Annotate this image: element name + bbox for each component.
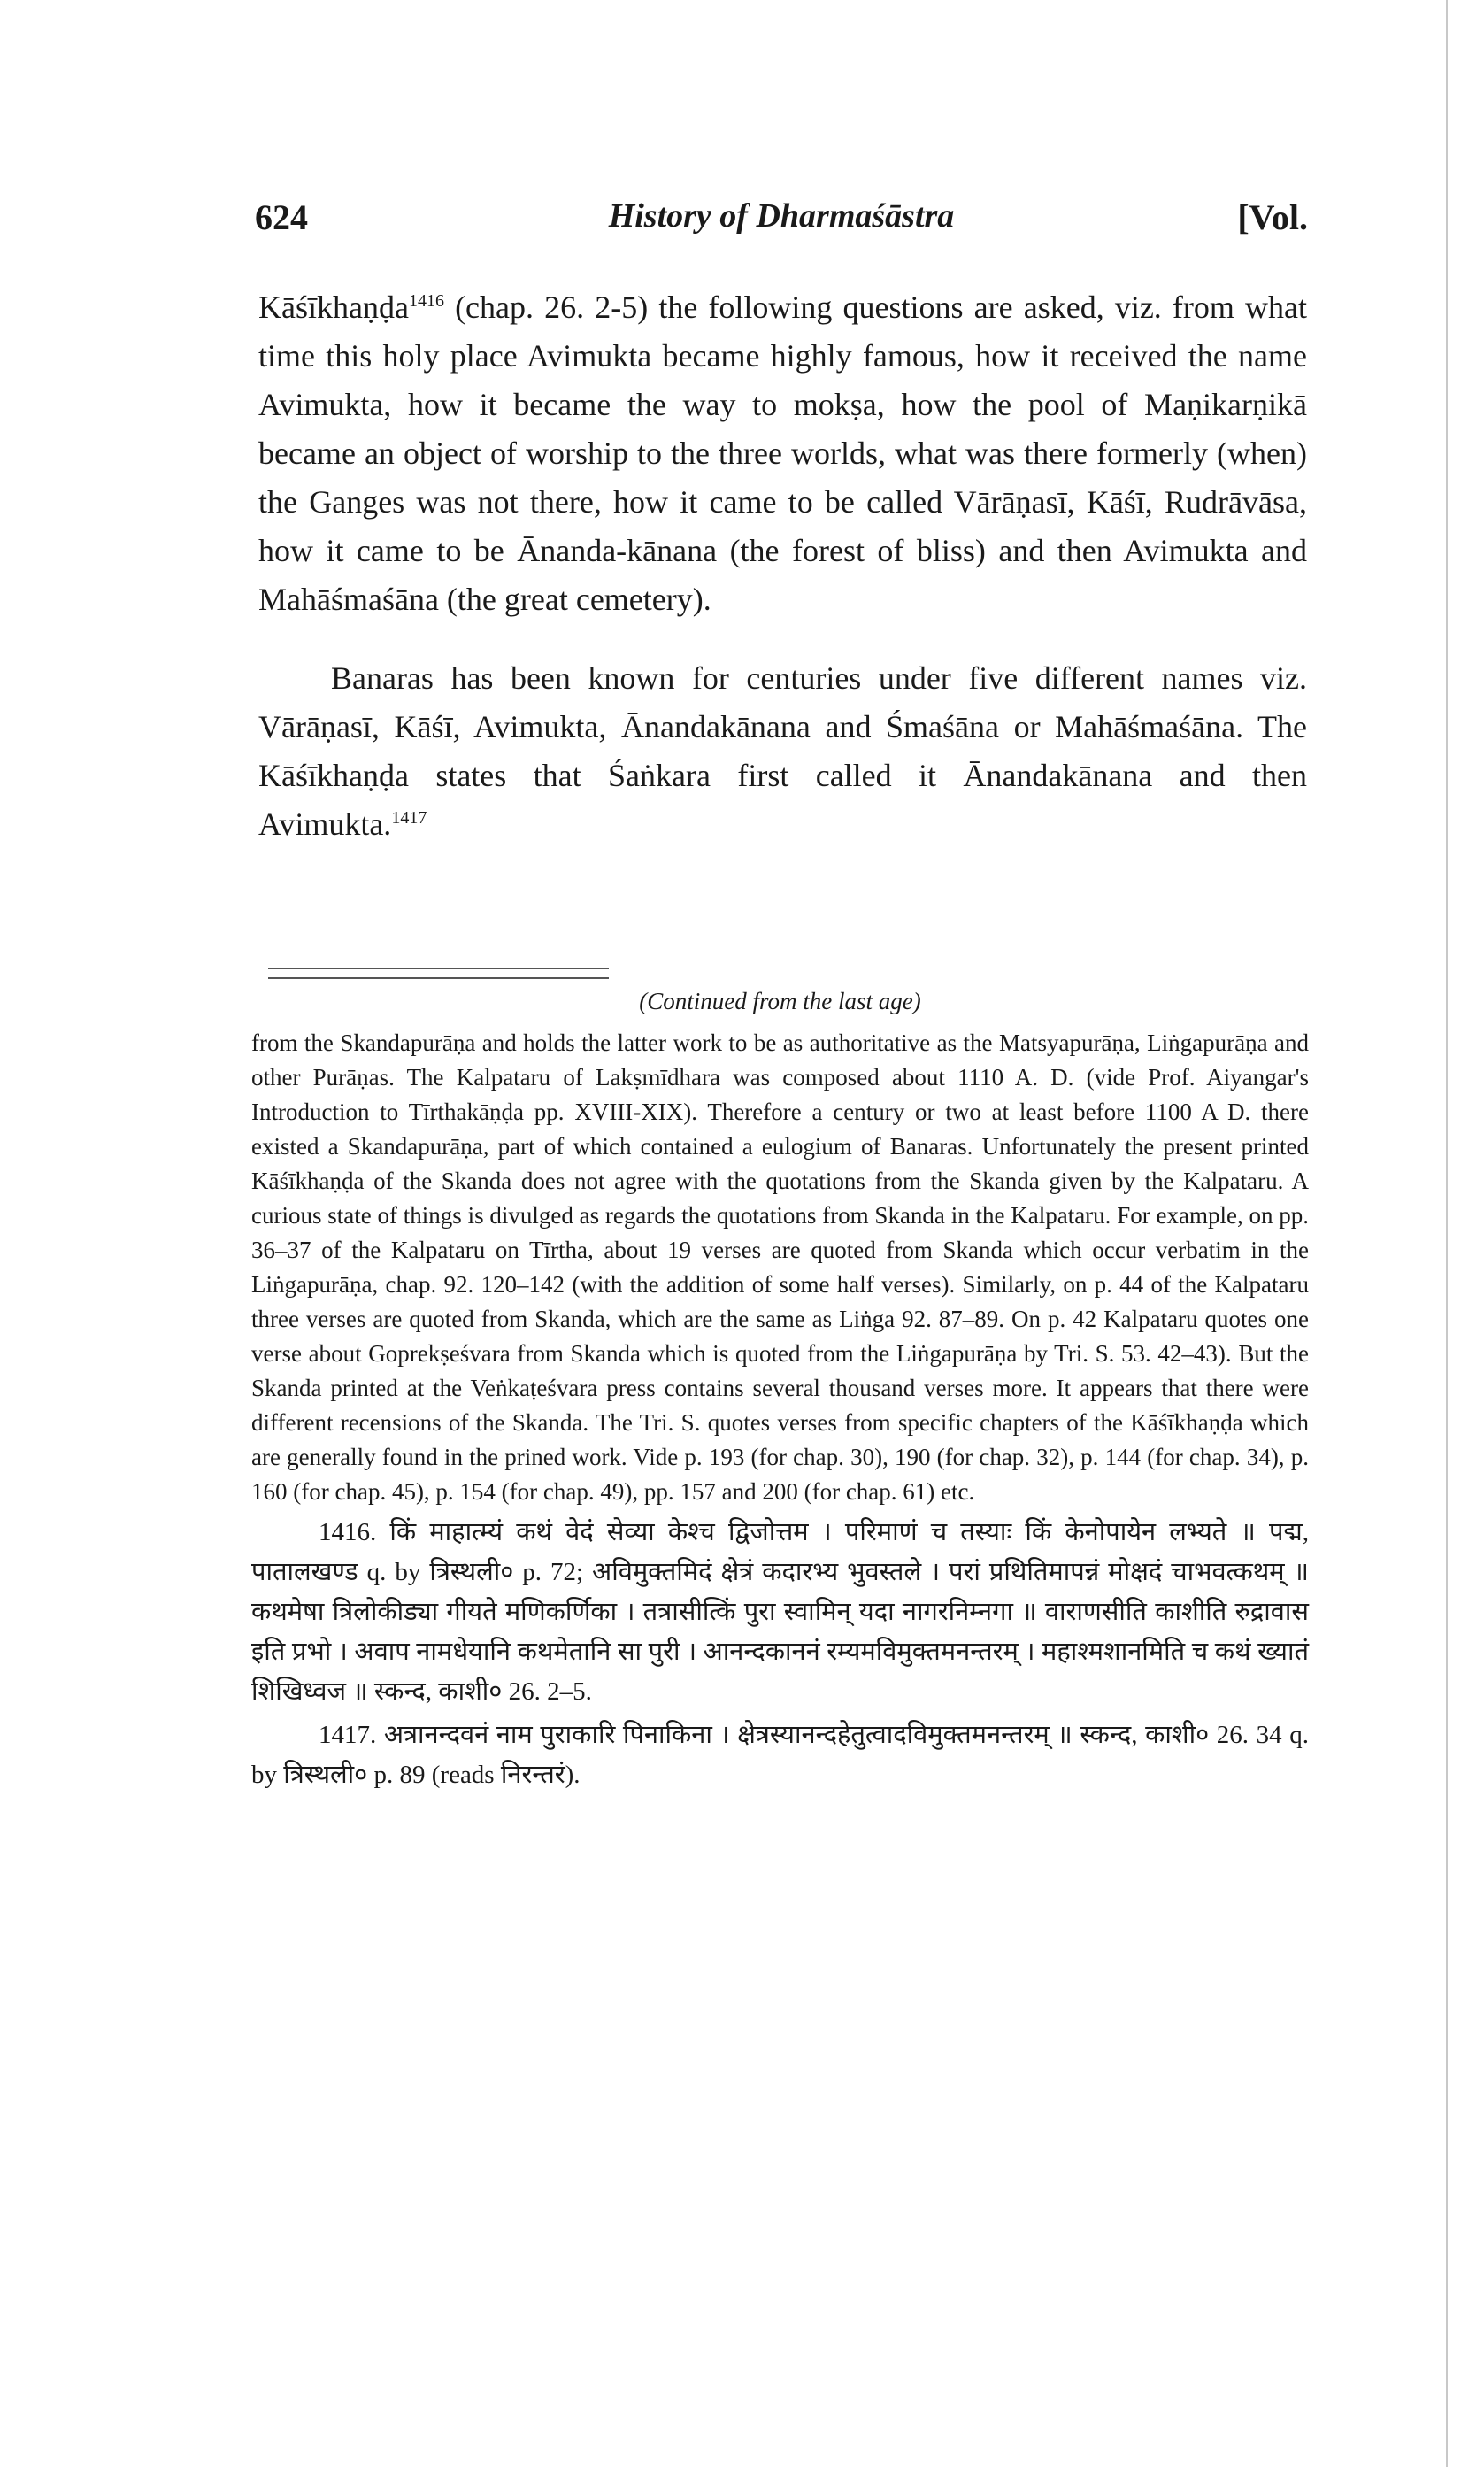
paragraph-text: Banaras has been known for centuries under five different names viz. Vārāṇasī, Kāśī, Avimukta, Ānandakānana and Śmaśāna or Mahāśmaśāna. The Kāśīkhaṇḍa states that Śaṅkara first called it Ānandakānana and then Avimukta. — [258, 660, 1307, 842]
running-title: History of Dharmaśāstra — [608, 197, 955, 235]
paragraph-text: (chap. 26. 2-5) the following questions are asked, viz. from what time this holy place Avimukta became highly famous, how it received the name Avimukta, how it became the way to mokṣa, how the pool of Maṇikarṇikā became an object of worship to the three worlds, what was there formerly (when) the Ganges was not there, how it came to be called Vārāṇasī, Kāśī, Rudrāvāsa, how it came to be Ānanda-kānana (the forest of bliss) and then Avimukta and Mahāśmaśāna (the great cemetery). — [258, 289, 1307, 617]
footnote-continued-text: from the Skandapurāṇa and holds the latter work to be as authoritative as the Matsyapurāṇa, Liṅgapurāṇa and other Purāṇas. The Kalpataru of Lakṣmīdhara was composed about 1110 A. D. (vide Prof. Aiyangar's Introduction to Tīrthakāṇḍa pp. XVIII-XIX). Therefore a century or two at least before 1100 A D. there existed a Skandapurāṇa, part of which contained a eulogium of Banaras. Unfortunately the present printed Kāśīkhaṇḍa of the Skanda does not agree with the quotations from the Skanda given by the Kalpataru. A curious state of things is divulged as regards the quotations from Skanda in the Kalpataru. For example, on pp. 36–37 of the Kalpataru on Tīrtha, about 19 verses are quoted from Skanda which occur verbatim in the Liṅgapurāṇa, chap. 92. 120–142 (with the addition of some half verses). Similarly, on p. 44 of the Kalpataru three verses are quoted from Skanda, which are the same as Liṅga 92. 87–89. On p. 42 Kalpataru quotes one verse about Goprekṣeśvara from Skanda which is quoted from the Liṅgapurāṇa by Tri. S. 53. 42–43). But the Skanda printed at the Veṅkaṭeśvara press contains several thousand verses more. It appears that there were different recensions of the Skanda. The Tri. S. quotes verses from specific chapters of the Kāśīkhaṇḍa which are generally found in the prined work. Vide p. 193 (for chap. 30), 190 (for chap. 32), p. 144 (for chap. 34), p. 160 (for chap. 45), p. 154 (for chap. 49), pp. 157 and 200 (for chap. 61) etc. — [251, 1029, 1309, 1505]
running-header — [255, 197, 1308, 250]
volume-label: [Vol. — [1237, 197, 1308, 237]
footnotes — [251, 984, 1309, 1795]
paragraph-kasikhanda-questions — [258, 283, 1307, 624]
footnote-1416: 1416. किं माहात्म्यं कथं वेदं सेव्या केश्च द्विजोत्तम । परिमाणं च तस्याः किं केनोपायेन लभ्यते ॥ पद्म, पातालखण्ड q. by त्रिस्थली० p. 72; अविमुक्तमिदं क्षेत्रं कदारभ्य भुवस्तले । परां प्रथितिमापन्नं मोक्षदं चाभवत्कथम् ॥ कथमेषा त्रिलोकीड्या गीयते मणिकर्णिका । तत्रासीत्किं पुरा स्वामिन् यदा नागरनिम्नगा ॥ वाराणसीति काशीति रुद्रावास इति प्रभो । अवाप नामधेयानि कथमेतानि सा पुरी । आनन्दकाननं रम्यमविमुक्तमनन्तरम् । महाश्मशानमिति च कथं ख्यातं शिखिध्वज ॥ स्कन्द, काशी० 26. 2–5. — [251, 1518, 1309, 1706]
paragraph-five-names — [258, 654, 1307, 849]
footnote-marker-1416: 1416 — [408, 291, 444, 311]
lead-term: Kāśīkhaṇḍa — [258, 289, 409, 325]
page-number: 624 — [255, 197, 308, 237]
scan-edge-line — [1446, 0, 1448, 2467]
footnote-marker-1417: 1417 — [391, 808, 427, 828]
footnote-separator — [268, 968, 609, 979]
footnote-1417: 1417. अत्रानन्दवनं नाम पुराकारि पिनाकिना । क्षेत्रस्यानन्दहेतुत्वादविमुक्तमनन्तरम् ॥ स्कन्द, काशी० 26. 34 q. by त्रिस्थली० p. 89 (reads निरन्तरं). — [251, 1721, 1309, 1789]
continued-label: (Continued from the last age) — [639, 988, 921, 1014]
main-text — [258, 283, 1307, 849]
